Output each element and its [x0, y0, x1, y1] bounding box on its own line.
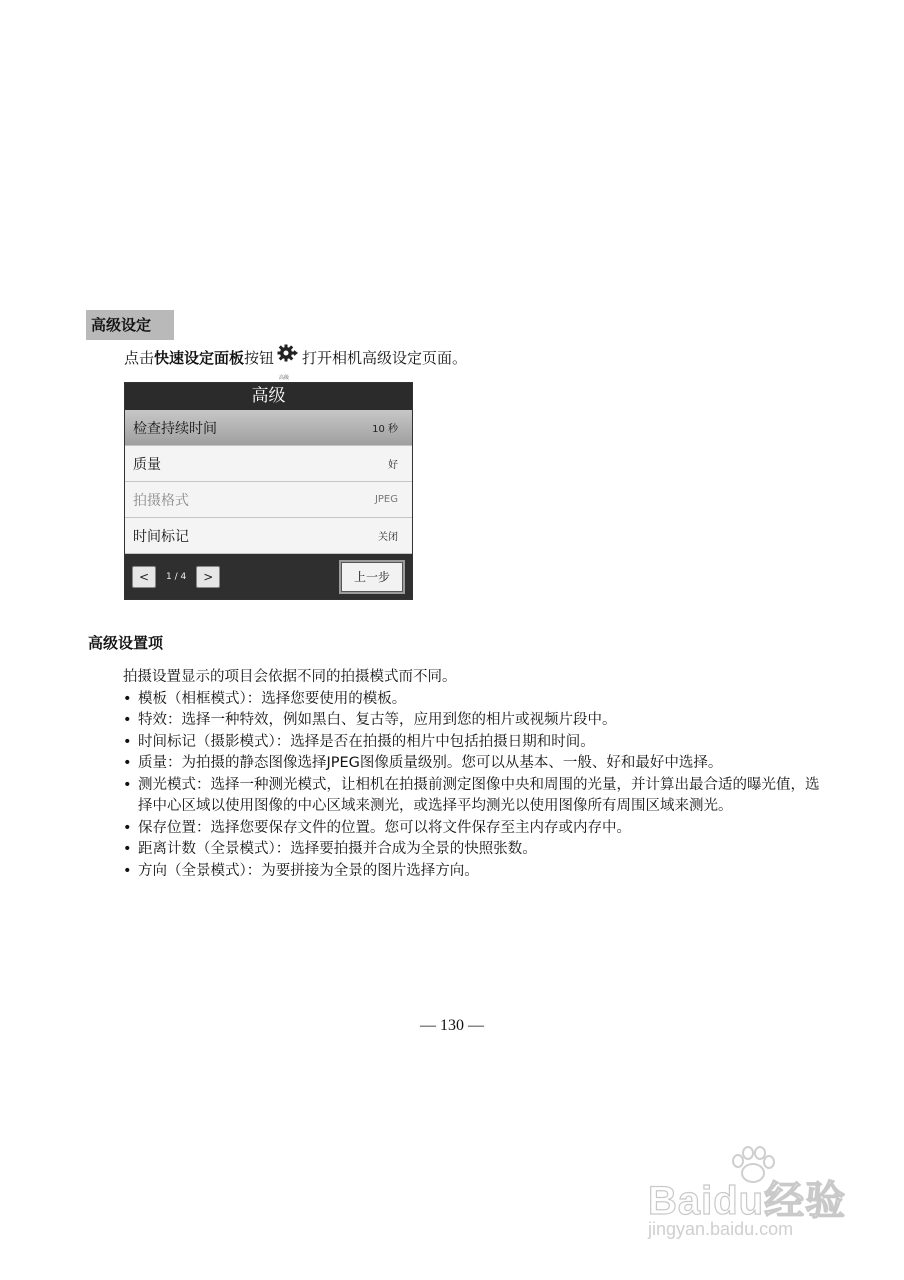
watermark-url: jingyan.baidu.com [648, 1219, 794, 1239]
back-button[interactable]: 上一步 [339, 560, 405, 594]
setting-row-review-duration[interactable] [125, 410, 412, 446]
page-number: — 130 — [420, 1017, 484, 1034]
settings-heading: 高级设置项 [88, 634, 164, 652]
setting-value: 关闭 [378, 532, 398, 543]
settings-list [121, 689, 821, 883]
list-item: • 保存位置：选择您要保存文件的位置。您可以将文件保存至主内存或内存中。 [121, 818, 821, 840]
advanced-settings-icon [275, 344, 301, 381]
intro-prefix: 点击 [124, 349, 155, 367]
icon-caption: 高级 [279, 375, 290, 381]
list-item: • 方向（全景模式）：为要拼接为全景的图片选择方向。 [121, 861, 821, 883]
list-item: • 时间标记（摄影模式）：选择是否在拍摄的相片中包括拍摄日期和时间。 [121, 732, 821, 754]
screen-footer [125, 554, 412, 599]
baidu-watermark [648, 1145, 858, 1245]
setting-label: 检查持续时间 [133, 420, 217, 437]
list-item: • 测光模式：选择一种测光模式，让相机在拍摄前测定图像中央和周围的光量，并计算出最合适的曝光值，选择中心区域以使用图像的中心区域来测光，或选择平均测光以使用图像所有周围区域来测光。 [121, 775, 821, 818]
list-item: • 模板（相框模式）：选择您要使用的模板。 [121, 689, 821, 711]
prev-page-button[interactable]: < [132, 566, 156, 588]
intro-sentence [124, 344, 468, 381]
list-item: • 质量：为拍摄的静态图像选择JPEG图像质量级别。您可以从基本、一般、好和最好中选择。 [121, 753, 821, 775]
list-item: • 特效：选择一种特效，例如黑白、复古等，应用到您的相片或视频片段中。 [121, 710, 821, 732]
page-indicator: 1 / 4 [166, 571, 187, 582]
section-title: 高级设定 [86, 310, 174, 340]
setting-row-timestamp[interactable] [125, 518, 412, 554]
setting-label: 质量 [133, 456, 161, 473]
screen-title: 高级 [125, 383, 412, 410]
settings-lead: 拍摄设置显示的项目会依据不同的拍摄模式而不同。 [123, 669, 457, 685]
list-item: • 距离计数（全景模式）：选择要拍摄并合成为全景的快照张数。 [121, 839, 821, 861]
setting-label: 时间标记 [133, 528, 189, 545]
next-page-button[interactable]: > [196, 566, 220, 588]
watermark-logo: Baidu经验 [648, 1179, 847, 1223]
quick-settings-panel-label: 快速设定面板 [154, 349, 245, 367]
gear-icon [277, 344, 299, 364]
intro-suffix: 打开相机高级设定页面。 [302, 349, 468, 367]
setting-label: 拍摄格式 [133, 492, 189, 509]
setting-value: 好 [388, 460, 398, 471]
setting-row-format [125, 482, 412, 518]
camera-advanced-screen [124, 382, 413, 600]
setting-value: JPEG [374, 494, 398, 505]
setting-row-quality[interactable] [125, 446, 412, 482]
intro-mid: 按钮 [244, 349, 275, 367]
settings-description [121, 667, 821, 882]
setting-value: 10 秒 [372, 424, 398, 435]
